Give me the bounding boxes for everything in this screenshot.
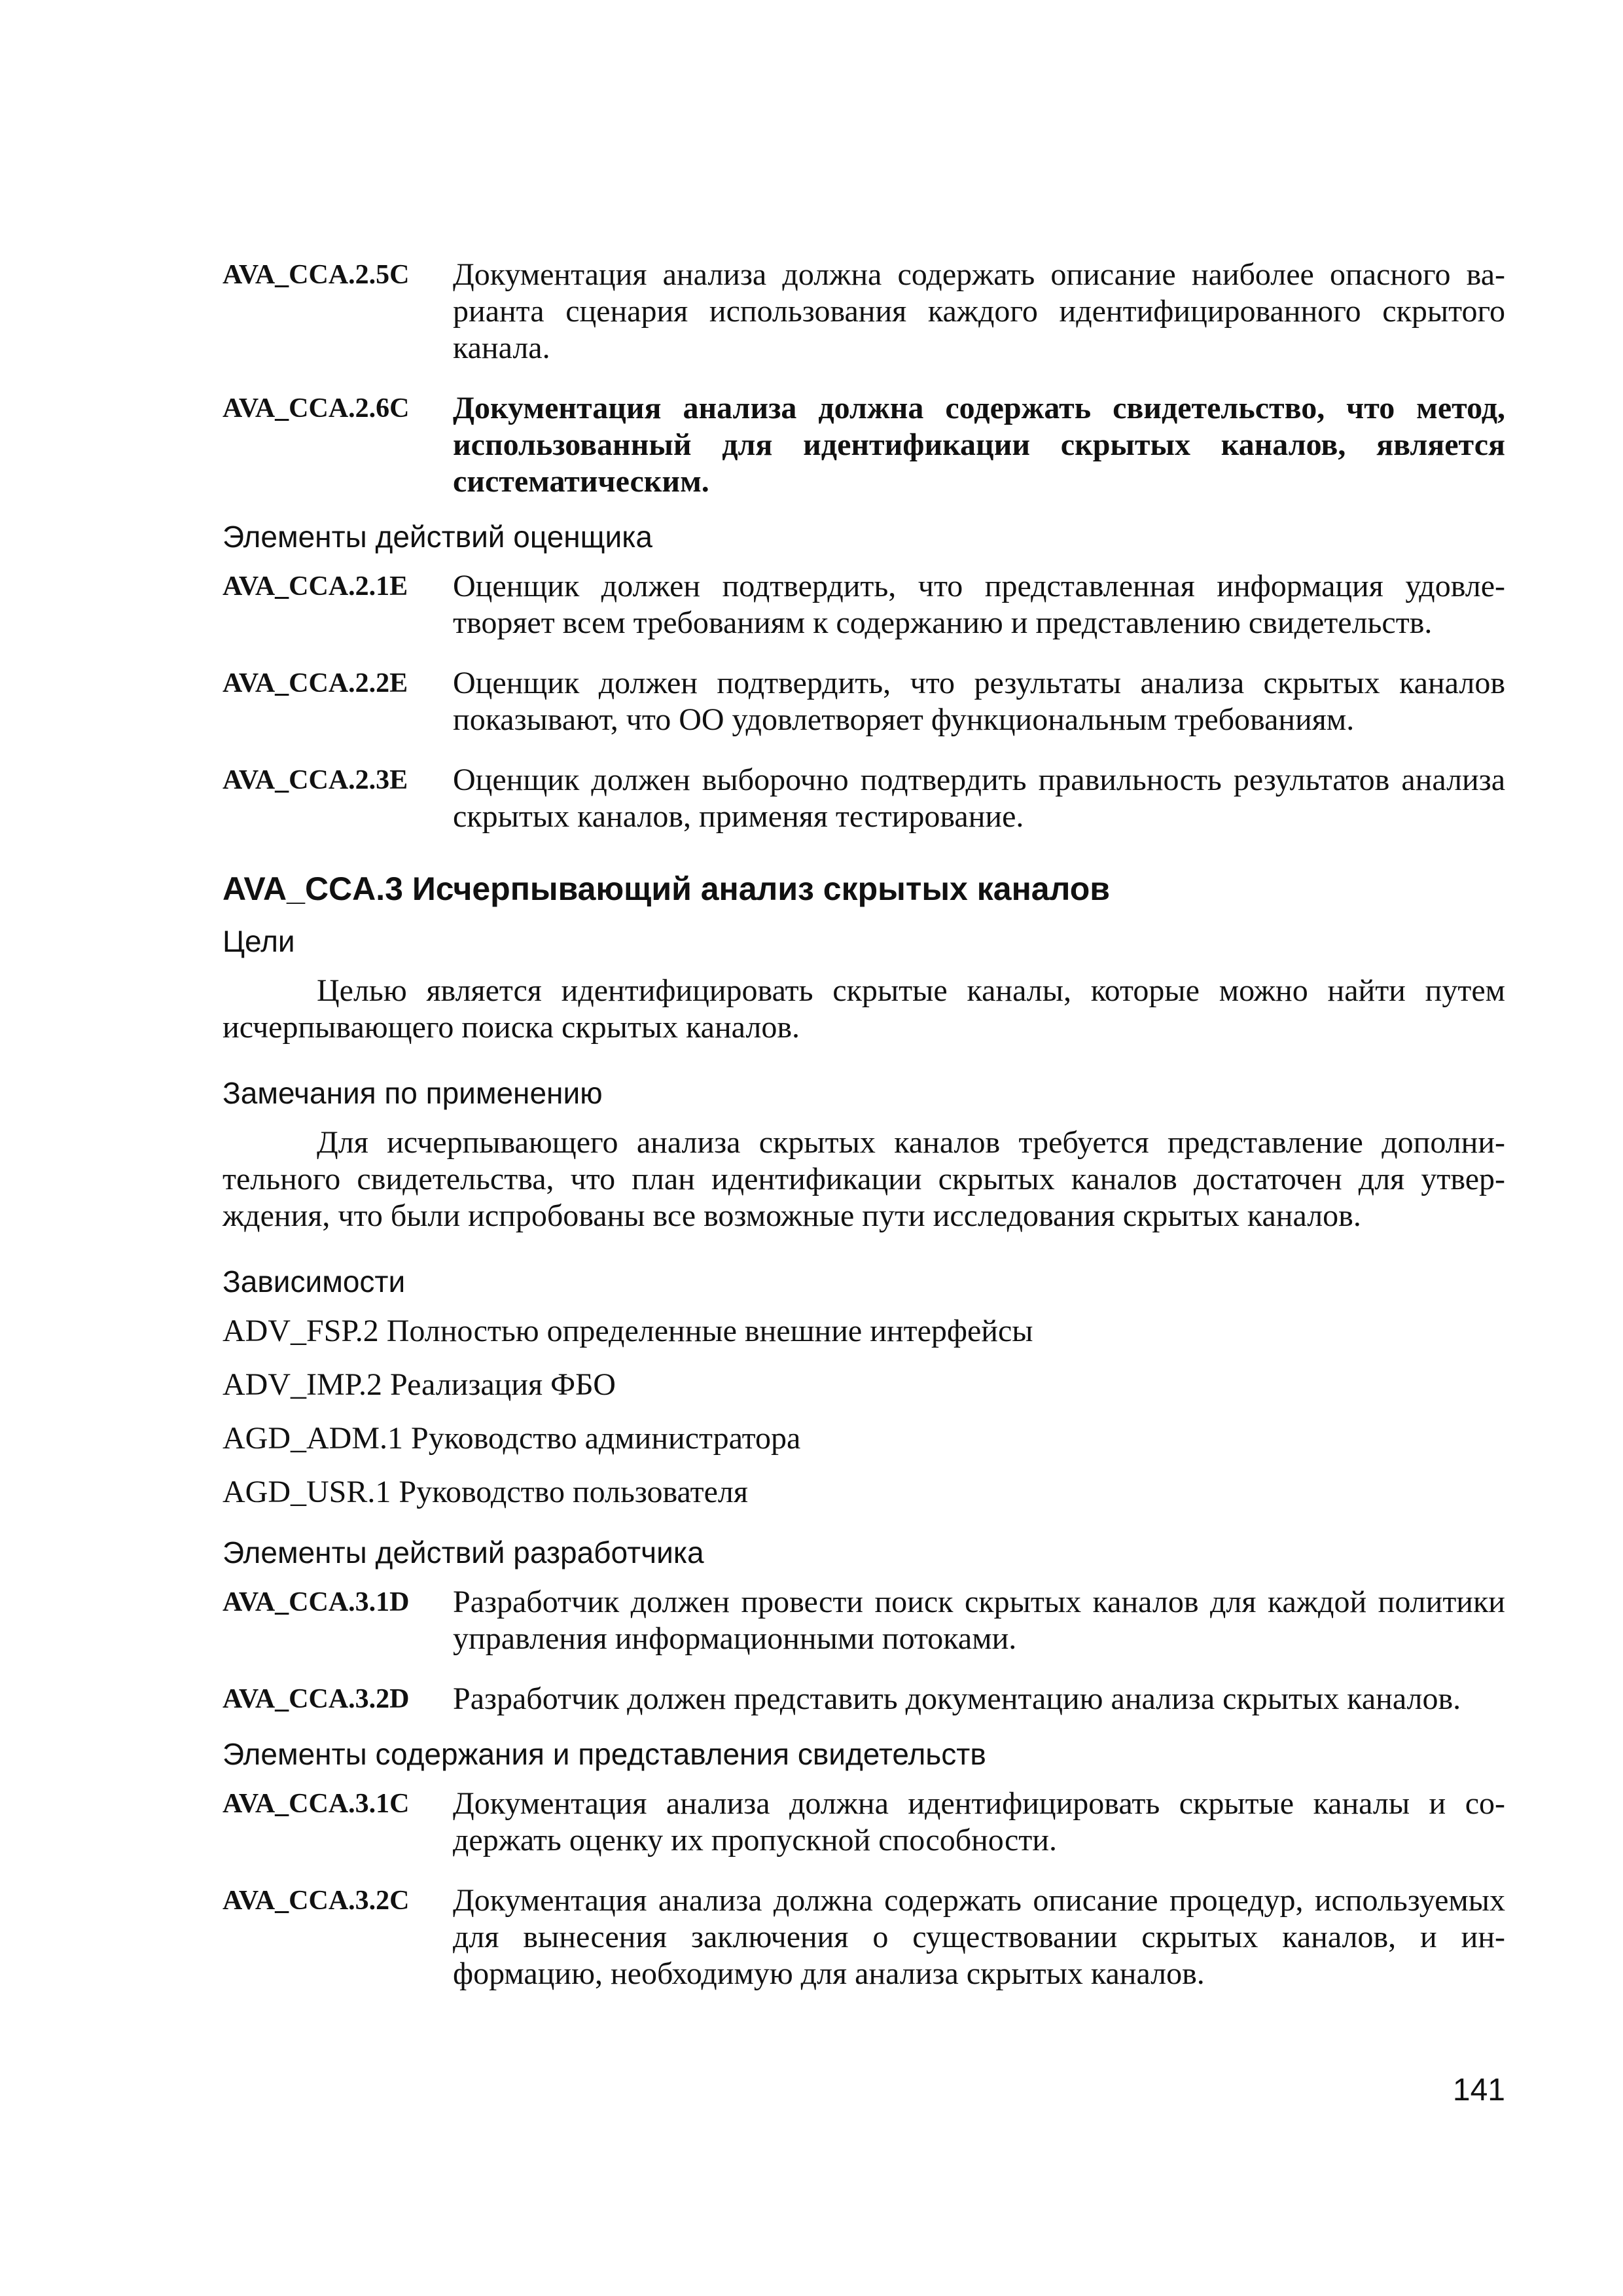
dependency-item: AGD_ADM.1 Руководство администратора	[223, 1421, 801, 1456]
application-notes-paragraph: Для исчерпывающего анализа скрытых каналов требуется представление дополнительного свидетельства, что план идентификации скрытых каналов достаточен для утверждения, что были испробованы все возможные пути исследования скрытых каналов.	[223, 1125, 1505, 1233]
requirement-item	[223, 665, 1505, 738]
requirement-id: AVA_CCA.2.6C	[223, 393, 410, 423]
content-presentation-heading: Элементы содержания и представления свидетельств	[223, 1737, 986, 1771]
requirement-id: AVA_CCA.3.2D	[223, 1684, 410, 1714]
requirement-id: AVA_CCA.2.2E	[223, 668, 408, 698]
requirement-item	[223, 257, 1505, 367]
requirement-id: AVA_CCA.3.1C	[223, 1789, 410, 1819]
requirement-item	[223, 762, 1505, 835]
requirement-id: AVA_CCA.3.2C	[223, 1886, 410, 1916]
requirement-text: Документация анализа должна идентифицировать скрытые каналы и содержать оценку их пропускной способности.	[453, 1786, 1505, 1857]
application-notes-heading: Замечания по применению	[223, 1076, 603, 1110]
requirement-text: Оценщик должен подтвердить, что представленная информация удовлетворяет всем требованиям к содержанию и представлению свидетельств.	[453, 569, 1505, 640]
document-page	[223, 257, 1505, 2016]
requirement-id: AVA_CCA.3.1D	[223, 1587, 410, 1617]
requirement-text: Оценщик должен выборочно подтвердить правильность результатов анализа скрытых каналов, применяя тестирование.	[453, 762, 1505, 834]
requirement-text: Разработчик должен провести поиск скрытых каналов для каждой политики управления информационными потоками.	[453, 1585, 1505, 1656]
requirement-text: Документация анализа должна содержать описание наиболее опасного варианта сценария использования каждого идентифицированного скрытого канала.	[453, 257, 1505, 365]
developer-actions-heading: Элементы действий разработчика	[223, 1535, 704, 1570]
dependency-item: ADV_IMP.2 Реализация ФБО	[223, 1367, 616, 1402]
requirement-text: Документация анализа должна содержать описание процедур, используемых для вынесения заключения о существовании скрытых каналов, и информацию, необходимую для анализа скрытых каналов.	[453, 1883, 1505, 1991]
requirement-item	[223, 1882, 1505, 1992]
page-number: 141	[1452, 2073, 1505, 2108]
requirement-text: Разработчик должен представить документацию анализа скрытых каналов.	[453, 1681, 1461, 1716]
requirement-item	[223, 1785, 1505, 1859]
requirement-text-emphasized: Документация анализа должна содержать свидетельство, что метод, использованный для идентификации скрытых каналов, является систематическим.	[453, 391, 1505, 499]
section-title: AVA_CCA.3 Исчерпывающий анализ скрытых каналов	[223, 870, 1110, 907]
requirement-item	[223, 1584, 1505, 1657]
requirement-id: AVA_CCA.2.5C	[223, 260, 410, 290]
requirement-item	[223, 1681, 1505, 1717]
dependency-item: AGD_USR.1 Руководство пользователя	[223, 1475, 748, 1509]
objectives-heading: Цели	[223, 924, 295, 958]
dependencies-heading: Зависимости	[223, 1265, 406, 1299]
requirement-item	[223, 568, 1505, 641]
objectives-paragraph: Целью является идентифицировать скрытые каналы, которые можно найти путем исчерпывающего поиска скрытых каналов.	[223, 973, 1505, 1045]
requirement-id: AVA_CCA.2.1E	[223, 571, 408, 601]
requirement-text: Оценщик должен подтвердить, что результаты анализа скрытых каналов показывают, что ОО удовлетворяет функциональным требованиям.	[453, 666, 1505, 737]
evaluator-actions-heading: Элементы действий оценщика	[223, 520, 652, 554]
dependency-item: ADV_FSP.2 Полностью определенные внешние интерфейсы	[223, 1314, 1033, 1348]
requirement-id: AVA_CCA.2.3E	[223, 765, 408, 795]
requirement-item	[223, 390, 1505, 500]
